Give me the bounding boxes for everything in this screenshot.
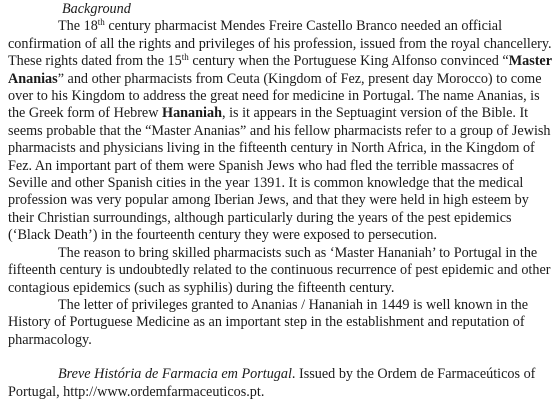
text-run: century pharmacist Mendes Freire Castello Branco needed an official confirmation of all the rights and privileges of his profession, issued from the royal chancellery. These rights dated from the 15 [8,18,552,70]
source-details: . Issued by the Ordem de Farmaceúticos of Portugal, http://www.ordemfarmaceuticos.pt. [8,366,536,400]
superscript: th [97,17,105,28]
text-run: century when the Portuguese King Alfonso convinced “ [188,53,509,70]
bold-name-hananiah: Hananiah [162,105,222,122]
bold-name-master-ananias: Master Ananias [8,53,552,87]
paragraph-reason: The reason to bring skilled pharmacists such as ‘Master Hananiah’ to Portugal in the fifteenth century is undoubtedly related to the continuous recurrence of pest epidemic and other contagious epidemics (such as syphilis) during the fifteenth century. [8,244,551,296]
paragraph-background [8,18,552,244]
source-title: Breve História de Farmacia em Portugal [58,366,292,383]
paragraph-letter: The letter of privileges granted to Ananias / Hananiah in 1449 is well known in the History of Portuguese Medicine as an important step in the establishment and reputation of pharmacology. [8,296,529,348]
text-run: , is it appears in the Septuagint version of the Bible. It seems probable that the “Master Ananias” and his fellow pharmacists refer to a group of Jewish pharmacists and physicians living in the fifteenth century in North Africa, in the Kingdom of Fez. An important part of them were Spanish Jews who had fled the terrible massacres of Seville and other Spanish cities in the year 1391. It is common knowledge that the medical profession was very popular among Iberian Jews, and that they were held in high esteem by their Christian surroundings, although particularly during the years of the pest epidemics (‘Black Death’) in the fourteenth century they were exposed to persecution. [8,105,551,244]
text-run: ” and other pharmacists from Ceuta (Kingdom of Fez, present day Morocco) to come over to his Kingdom to address the great need for medicine in Portugal. The name Ananias, is the Greek form of Hebrew [8,70,542,122]
source-citation [8,366,552,401]
section-heading: Background [62,1,131,17]
superscript: th [181,52,189,63]
text-run: The 18 [58,18,98,35]
spacer [8,349,552,366]
